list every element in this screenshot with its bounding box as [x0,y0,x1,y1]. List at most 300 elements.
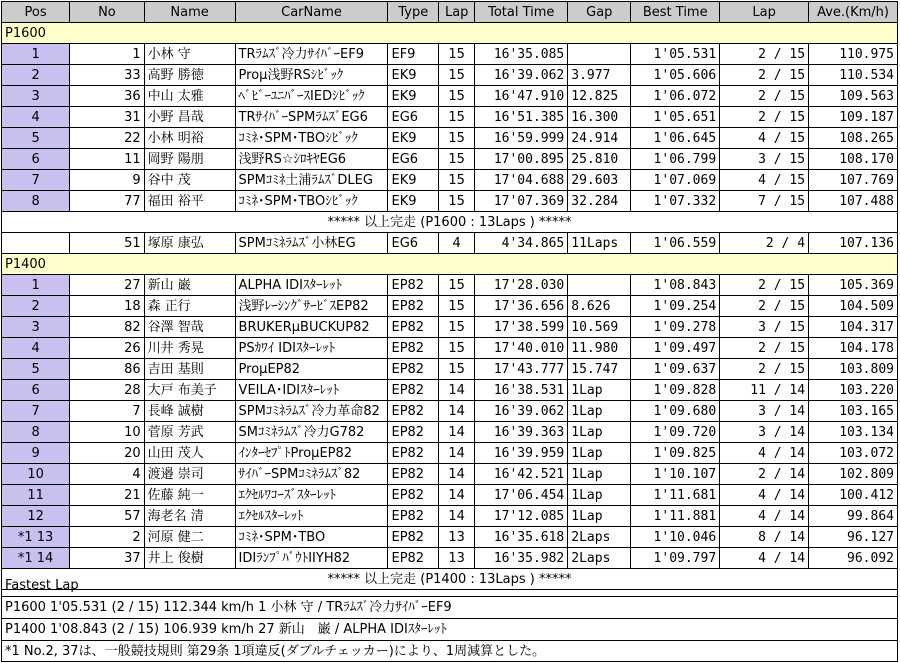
result-driver-name: 福田 裕平 [144,191,235,212]
result-best-time: 1'07.332 [631,191,720,212]
table-row [2,359,898,380]
result-car-number: 10 [70,422,144,443]
result-laps: 14 [439,485,475,506]
result-best-lap: 3 / 15 [720,317,809,338]
result-best-time: 1'06.799 [631,149,720,170]
result-driver-name: 海老名 清 [144,506,235,527]
result-type: EK9 [388,191,439,212]
col-average: Ave.(Km/h) [809,2,898,23]
result-car-number: 51 [70,233,144,254]
result-pos: 7 [2,170,70,191]
result-pos: 8 [2,191,70,212]
result-car-name: ｺﾐﾈ･SPM･TBOｼﾋﾞｯｸ [235,128,388,149]
result-laps: 14 [439,422,475,443]
result-gap: 15.747 [568,359,631,380]
result-best-time: 1'08.843 [631,275,720,296]
col-gap: Gap [568,2,631,23]
result-average-speed: 108.265 [809,128,898,149]
result-car-name: TRｻｲﾊﾞｰSPMﾗﾑｽﾞEG6 [235,107,388,128]
results-body [2,23,898,590]
result-car-name: TRﾗﾑｽﾞ冷力ｻｲﾊﾞｰEF9 [235,44,388,65]
result-pos: 4 [2,107,70,128]
result-best-lap: 2 / 4 [720,233,809,254]
table-row [2,338,898,359]
result-pos: 1 [2,44,70,65]
result-car-name: ｴｸｾﾙﾜｺｰｽﾞｽﾀｰﾚｯﾄ [235,485,388,506]
result-gap: 1Lap [568,485,631,506]
result-car-name: PSｶﾜｲ IDIｽﾀｰﾚｯﾄ [235,338,388,359]
result-average-speed: 103.072 [809,443,898,464]
result-car-name: SMｺﾐﾈﾗﾑｽﾞ冷力G782 [235,422,388,443]
result-gap: 1Lap [568,401,631,422]
table-row [2,275,898,296]
result-pos: 1 [2,275,70,296]
result-car-name: ｲﾝﾀｰｾﾌﾟﾄProμEP82 [235,443,388,464]
result-best-time: 1'09.497 [631,338,720,359]
result-pos: 12 [2,506,70,527]
table-row [2,296,898,317]
result-car-number: 9 [70,170,144,191]
result-gap: 29.603 [568,170,631,191]
result-total-time: 16'39.062 [475,65,568,86]
result-best-time: 1'05.606 [631,65,720,86]
result-type: EG6 [388,149,439,170]
result-type: EP82 [388,296,439,317]
result-total-time: 16'39.959 [475,443,568,464]
result-pos [2,233,70,254]
result-total-time: 17'12.085 [475,506,568,527]
table-row [2,506,898,527]
class-label: P1600 [2,23,898,44]
result-best-time: 1'06.645 [631,128,720,149]
table-row [2,233,898,254]
result-gap: 1Lap [568,464,631,485]
result-gap: 1Lap [568,422,631,443]
result-type: EP82 [388,485,439,506]
result-car-name: BRUKERμBUCKUP82 [235,317,388,338]
result-average-speed: 103.165 [809,401,898,422]
result-best-lap: 7 / 15 [720,191,809,212]
result-car-name: SPMｺﾐﾈﾗﾑｽﾞ小林EG [235,233,388,254]
result-best-time: 1'06.072 [631,86,720,107]
table-row [2,485,898,506]
result-best-lap: 2 / 15 [720,86,809,107]
table-row [2,191,898,212]
result-driver-name: 吉田 基則 [144,359,235,380]
col-best-lap: Lap [720,2,809,23]
result-best-lap: 4 / 14 [720,506,809,527]
result-average-speed: 102.809 [809,464,898,485]
class-header-row [2,23,898,44]
result-car-name: ﾍﾞﾋﾞｰﾕﾆﾊﾞｰｽIEDｼﾋﾞｯｸ [235,86,388,107]
col-no: No [70,2,144,23]
result-car-name: SPMｺﾐﾈﾗﾑｽﾞ冷力革命82 [235,401,388,422]
result-pos: 6 [2,149,70,170]
result-total-time: 16'51.385 [475,107,568,128]
result-gap: 2Laps [568,527,631,548]
result-driver-name: 谷澤 智哉 [144,317,235,338]
result-driver-name: 菅原 芳武 [144,422,235,443]
result-laps: 15 [439,128,475,149]
result-total-time: 16'59.999 [475,128,568,149]
result-driver-name: 森 正行 [144,296,235,317]
result-best-time: 1'09.637 [631,359,720,380]
result-laps: 13 [439,527,475,548]
result-average-speed: 107.488 [809,191,898,212]
result-driver-name: 川井 秀晃 [144,338,235,359]
result-average-speed: 104.317 [809,317,898,338]
result-driver-name: 渡邉 崇司 [144,464,235,485]
result-gap: 16.300 [568,107,631,128]
result-gap: 11.980 [568,338,631,359]
result-laps: 15 [439,275,475,296]
result-pos: 11 [2,485,70,506]
table-row [2,107,898,128]
result-laps: 15 [439,86,475,107]
result-best-lap: 2 / 15 [720,44,809,65]
result-best-time: 1'09.825 [631,443,720,464]
result-car-name: IDIﾗﾝﾌﾟﾊﾞｳﾄIIYH82 [235,548,388,569]
result-laps: 15 [439,65,475,86]
result-type: EP82 [388,275,439,296]
result-car-number: 21 [70,485,144,506]
result-laps: 14 [439,401,475,422]
result-total-time: 17'40.010 [475,338,568,359]
result-best-time: 1'05.531 [631,44,720,65]
result-total-time: 17'06.454 [475,485,568,506]
result-pos: 5 [2,128,70,149]
col-carname: CarName [235,2,388,23]
result-average-speed: 104.178 [809,338,898,359]
result-laps: 14 [439,443,475,464]
table-row [2,65,898,86]
result-car-number: 33 [70,65,144,86]
result-pos: 3 [2,86,70,107]
result-car-number: 20 [70,443,144,464]
result-type: EF9 [388,44,439,65]
result-average-speed: 110.534 [809,65,898,86]
result-total-time: 17'07.369 [475,191,568,212]
result-best-lap: 4 / 15 [720,170,809,191]
result-best-lap: 2 / 15 [720,296,809,317]
result-best-time: 1'09.828 [631,380,720,401]
result-best-time: 1'11.881 [631,506,720,527]
result-laps: 15 [439,44,475,65]
result-car-name: SPMｺﾐﾈ土浦ﾗﾑｽﾞDLEG [235,170,388,191]
result-type: EP82 [388,527,439,548]
result-laps: 15 [439,296,475,317]
result-best-lap: 3 / 15 [720,149,809,170]
result-car-number: 18 [70,296,144,317]
result-average-speed: 104.509 [809,296,898,317]
result-car-number: 27 [70,275,144,296]
result-type: EP82 [388,401,439,422]
table-row [2,44,898,65]
result-car-number: 11 [70,149,144,170]
result-average-speed: 108.170 [809,149,898,170]
result-pos: *1 14 [2,548,70,569]
result-gap: 32.284 [568,191,631,212]
result-pos: 7 [2,401,70,422]
table-row [2,443,898,464]
table-row [2,401,898,422]
fastest-lap-title: Fastest Lap [2,575,897,597]
result-total-time: 17'38.599 [475,317,568,338]
result-best-lap: 2 / 15 [720,107,809,128]
result-average-speed: 103.809 [809,359,898,380]
result-car-name: ｺﾐﾈ･SPM･TBOｼﾋﾞｯｸ [235,191,388,212]
result-gap: 24.914 [568,128,631,149]
result-driver-name: 山田 茂人 [144,443,235,464]
result-type: EP82 [388,548,439,569]
col-name: Name [144,2,235,23]
result-type: EP82 [388,464,439,485]
result-type: EK9 [388,170,439,191]
result-type: EP82 [388,422,439,443]
result-gap [568,275,631,296]
result-average-speed: 109.563 [809,86,898,107]
result-type: EG6 [388,107,439,128]
result-best-lap: 4 / 14 [720,485,809,506]
result-best-time: 1'06.559 [631,233,720,254]
result-gap: 1Lap [568,380,631,401]
result-car-number: 4 [70,464,144,485]
result-gap [568,44,631,65]
result-driver-name: 塚原 康弘 [144,233,235,254]
result-best-lap: 2 / 15 [720,65,809,86]
result-car-name: 浅野ﾚｰｼﾝｸﾞｻｰﾋﾞｽEP82 [235,296,388,317]
result-car-number: 37 [70,548,144,569]
result-laps: 14 [439,506,475,527]
table-row [2,149,898,170]
result-laps: 14 [439,380,475,401]
table-row [2,170,898,191]
result-laps: 14 [439,464,475,485]
result-gap: 12.825 [568,86,631,107]
result-total-time: 16'47.910 [475,86,568,107]
result-average-speed: 105.369 [809,275,898,296]
result-pos: *1 13 [2,527,70,548]
result-type: EP82 [388,317,439,338]
result-best-lap: 4 / 15 [720,128,809,149]
class-header-row [2,254,898,275]
result-driver-name: 佐藤 純一 [144,485,235,506]
result-gap: 10.569 [568,317,631,338]
result-type: EK9 [388,128,439,149]
result-gap: 2Laps [568,548,631,569]
results-footer [1,575,898,662]
class-label: P1400 [2,254,898,275]
result-total-time: 4'34.865 [475,233,568,254]
result-total-time: 16'35.618 [475,527,568,548]
table-row [2,548,898,569]
result-gap: 1Lap [568,506,631,527]
result-laps: 15 [439,191,475,212]
result-driver-name: 小林 明裕 [144,128,235,149]
result-pos: 2 [2,296,70,317]
result-laps: 4 [439,233,475,254]
col-total-time: Total Time [475,2,568,23]
result-best-lap: 2 / 15 [720,359,809,380]
result-car-number: 86 [70,359,144,380]
result-car-number: 31 [70,107,144,128]
result-average-speed: 103.134 [809,422,898,443]
result-average-speed: 109.187 [809,107,898,128]
result-type: EP82 [388,380,439,401]
result-best-lap: 3 / 14 [720,401,809,422]
result-driver-name: 岡野 陽朋 [144,149,235,170]
table-row [2,317,898,338]
result-best-lap: 2 / 14 [720,464,809,485]
result-gap: 8.626 [568,296,631,317]
result-car-name: VEILA･IDIｽﾀｰﾚｯﾄ [235,380,388,401]
result-pos: 3 [2,317,70,338]
result-total-time: 16'39.363 [475,422,568,443]
result-best-time: 1'09.278 [631,317,720,338]
result-driver-name: 谷中 茂 [144,170,235,191]
result-type: EP82 [388,338,439,359]
table-row [2,380,898,401]
result-car-name: ProμEP82 [235,359,388,380]
result-best-lap: 4 / 14 [720,548,809,569]
result-total-time: 16'42.521 [475,464,568,485]
result-car-number: 2 [70,527,144,548]
result-car-number: 7 [70,401,144,422]
result-total-time: 16'39.062 [475,401,568,422]
result-car-name: ALPHA IDIｽﾀｰﾚｯﾄ [235,275,388,296]
result-best-lap: 2 / 15 [720,338,809,359]
result-best-time: 1'09.797 [631,548,720,569]
result-car-number: 28 [70,380,144,401]
result-driver-name: 河原 健二 [144,527,235,548]
result-average-speed: 107.769 [809,170,898,191]
result-best-time: 1'10.046 [631,527,720,548]
result-type: EP82 [388,359,439,380]
result-laps: 15 [439,317,475,338]
col-type: Type [388,2,439,23]
result-total-time: 16'35.982 [475,548,568,569]
result-laps: 15 [439,359,475,380]
result-laps: 15 [439,338,475,359]
result-laps: 15 [439,170,475,191]
result-average-speed: 107.136 [809,233,898,254]
result-car-number: 1 [70,44,144,65]
result-total-time: 17'43.777 [475,359,568,380]
result-total-time: 17'04.688 [475,170,568,191]
results-table [1,1,898,590]
result-best-lap: 11 / 14 [720,380,809,401]
result-car-name: ｺﾐﾈ･SPM･TBO [235,527,388,548]
result-best-time: 1'09.680 [631,401,720,422]
table-row [2,527,898,548]
result-driver-name: 大戸 布美子 [144,380,235,401]
result-total-time: 16'35.085 [475,44,568,65]
table-row [2,464,898,485]
result-laps: 15 [439,107,475,128]
result-driver-name: 新山 巌 [144,275,235,296]
result-best-time: 1'10.107 [631,464,720,485]
result-best-lap: 8 / 14 [720,527,809,548]
col-pos: Pos [2,2,70,23]
result-average-speed: 96.127 [809,527,898,548]
result-car-number: 26 [70,338,144,359]
result-total-time: 17'00.895 [475,149,568,170]
result-gap: 1Lap [568,443,631,464]
result-average-speed: 99.864 [809,506,898,527]
result-type: EK9 [388,65,439,86]
result-best-lap: 4 / 14 [720,443,809,464]
result-best-time: 1'05.651 [631,107,720,128]
result-car-name: ｴｸｾﾙｽﾀｰﾚｯﾄ [235,506,388,527]
result-pos: 2 [2,65,70,86]
result-driver-name: 長峰 誠樹 [144,401,235,422]
result-type: EK9 [388,86,439,107]
finish-note-row [2,212,898,233]
finish-note: ***** 以上完走 (P1400 : 13Laps ) ***** [2,569,898,590]
result-driver-name: 中山 太雅 [144,86,235,107]
fastest-lap-p1400: P1400 1'08.843 (2 / 15) 106.939 km/h 27 新山 巌 / ALPHA IDIｽﾀｰﾚｯﾄ [2,619,897,641]
result-gap: 25.810 [568,149,631,170]
result-gap: 3.977 [568,65,631,86]
result-total-time: 17'36.656 [475,296,568,317]
result-car-number: 77 [70,191,144,212]
header-row [2,2,898,23]
result-pos: 6 [2,380,70,401]
table-row [2,128,898,149]
result-car-number: 57 [70,506,144,527]
result-average-speed: 96.092 [809,548,898,569]
result-average-speed: 103.220 [809,380,898,401]
table-row [2,422,898,443]
finish-note: ***** 以上完走 (P1600 : 13Laps ) ***** [2,212,898,233]
result-car-name: Proμ浅野RSｼﾋﾞｯｸ [235,65,388,86]
result-driver-name: 小林 守 [144,44,235,65]
result-best-time: 1'07.069 [631,170,720,191]
result-car-number: 82 [70,317,144,338]
result-pos: 9 [2,443,70,464]
result-average-speed: 100.412 [809,485,898,506]
table-row [2,86,898,107]
result-pos: 5 [2,359,70,380]
result-type: EP82 [388,443,439,464]
result-laps: 15 [439,149,475,170]
result-total-time: 16'38.531 [475,380,568,401]
result-gap: 11Laps [568,233,631,254]
result-best-time: 1'09.720 [631,422,720,443]
result-total-time: 17'28.030 [475,275,568,296]
result-laps: 13 [439,548,475,569]
result-driver-name: 高野 勝徳 [144,65,235,86]
result-driver-name: 井上 俊樹 [144,548,235,569]
result-pos: 8 [2,422,70,443]
col-best-time: Best Time [631,2,720,23]
result-average-speed: 110.975 [809,44,898,65]
col-lap: Lap [439,2,475,23]
result-car-number: 22 [70,128,144,149]
result-car-name: ｻｲﾊﾞｰSPMｺﾐﾈﾗﾑｽﾞ82 [235,464,388,485]
result-car-name: 浅野RS☆ｼﾛｷﾔEG6 [235,149,388,170]
result-pos: 4 [2,338,70,359]
fastest-lap-p1600: P1600 1'05.531 (2 / 15) 112.344 km/h 1 小林 守 / TRﾗﾑｽﾞ冷力ｻｲﾊﾞｰEF9 [2,597,897,619]
result-best-lap: 3 / 14 [720,422,809,443]
result-driver-name: 小野 昌哉 [144,107,235,128]
result-pos: 10 [2,464,70,485]
result-type: EG6 [388,233,439,254]
penalty-note: *1 No.2, 37は、一般競技規則 第29条 1項違反(ダブルチェッカー)により、1周減算とした。 [5,644,546,659]
result-type: EP82 [388,506,439,527]
result-car-number: 36 [70,86,144,107]
result-best-time: 1'09.254 [631,296,720,317]
